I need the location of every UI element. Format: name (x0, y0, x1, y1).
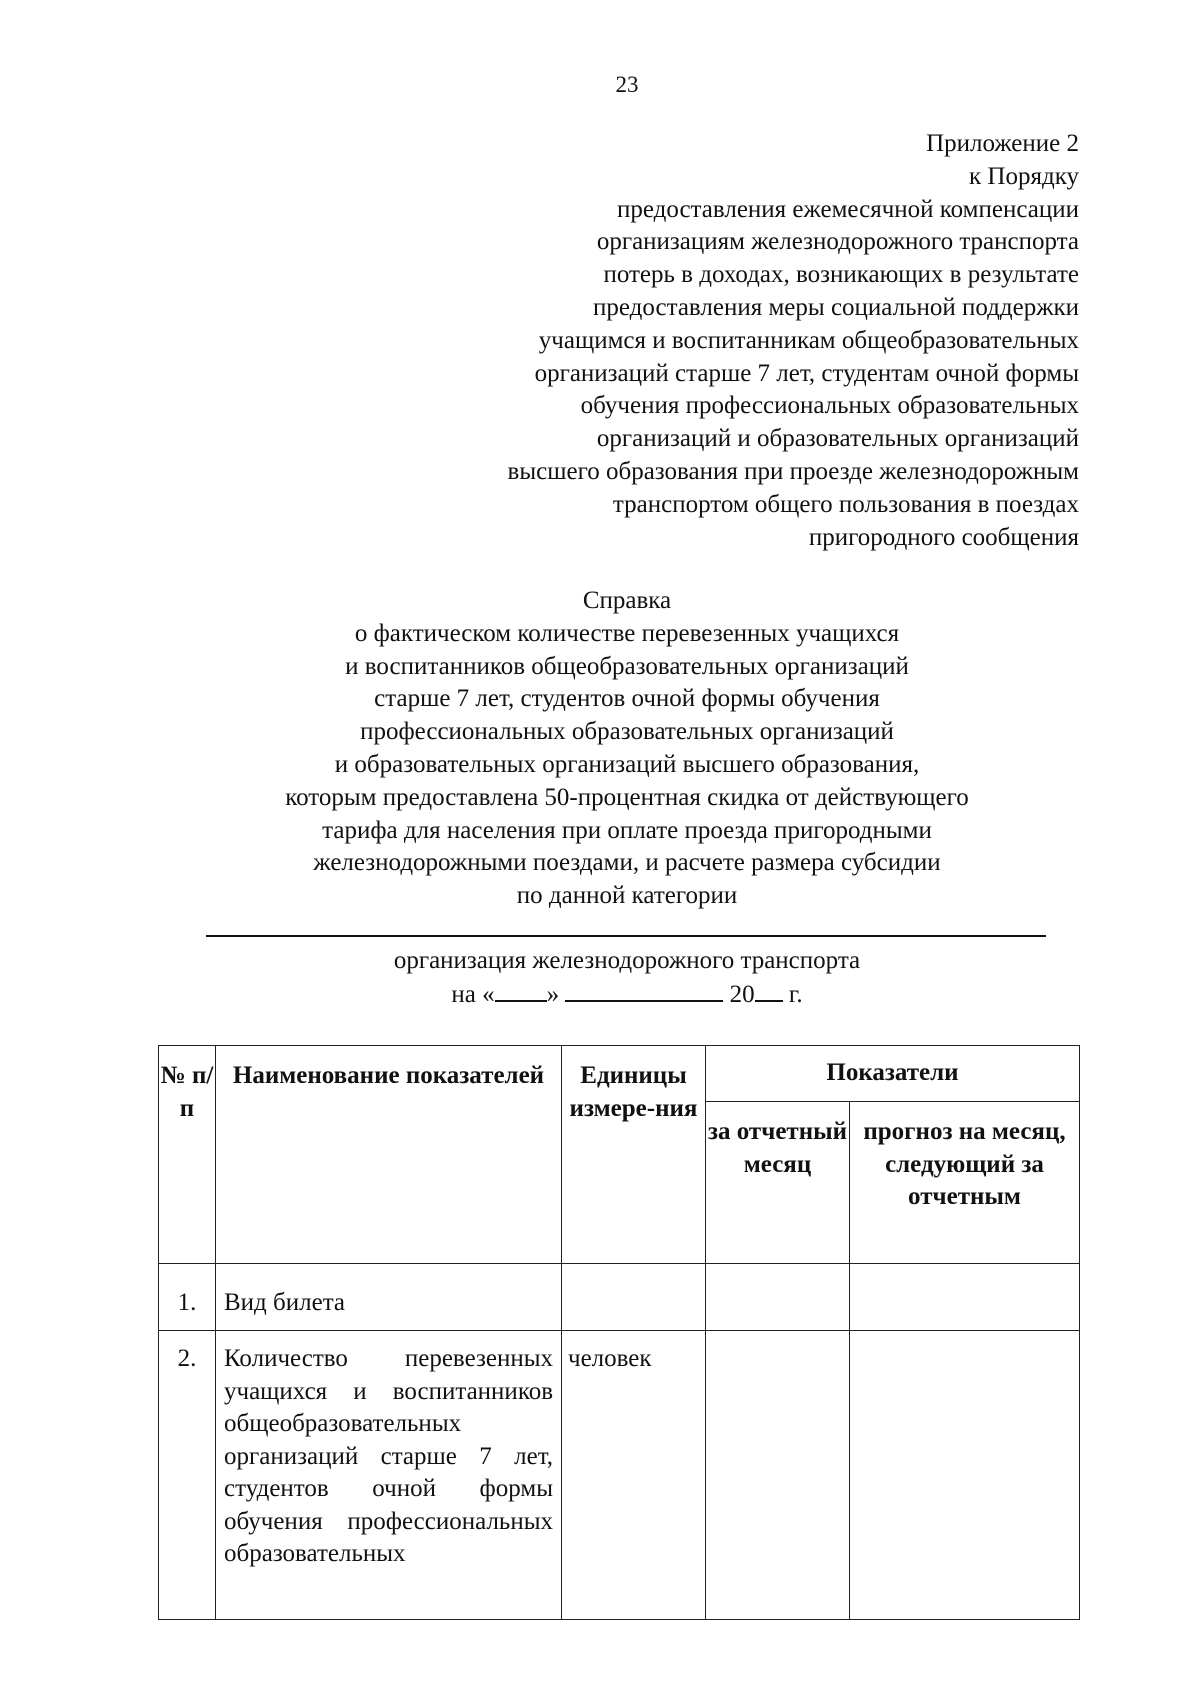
indicators-table (158, 1045, 1080, 1620)
appendix-line: обучения профессиональных образовательных (580, 392, 1079, 420)
header-forecast: прогноз на месяц, следующий за отчетным (850, 1102, 1080, 1264)
appendix-line: организаций старше 7 лет, студентам очной формы (534, 359, 1079, 387)
header-indicators: Показатели (706, 1046, 1080, 1102)
year-prefix: 20 (729, 981, 755, 1008)
appendix-line: учащимся и воспитанникам общеобразовательных (538, 326, 1079, 354)
header-number: № п/п (159, 1046, 216, 1264)
document-title (0, 585, 1200, 913)
row-unit: человек (562, 1331, 706, 1620)
title-line: и воспитанников общеобразовательных организаций (345, 652, 909, 680)
header-reported-month: за отчетный месяц (706, 1102, 850, 1264)
appendix-header (379, 128, 1079, 554)
title-line: профессиональных образовательных организаций (360, 718, 894, 746)
title-line: которым предоставлена 50-процентная скидка от действующего (285, 783, 969, 811)
appendix-line: организаций и образовательных организаций (596, 425, 1079, 453)
date-suffix: г. (788, 981, 803, 1008)
title-line: тарифа для населения при оплате проезда пригородными (322, 816, 932, 844)
table-row (159, 1264, 1080, 1331)
title-line: и образовательных организаций высшего образования, (334, 750, 920, 778)
appendix-line: пригородного сообщения (808, 523, 1079, 551)
appendix-line: транспортом общего пользования в поездах (612, 490, 1079, 518)
date-line (0, 978, 1200, 1010)
appendix-line: предоставления ежемесячной компенсации (616, 195, 1079, 223)
row-unit[interactable] (562, 1264, 706, 1331)
page-number: 23 (615, 72, 639, 97)
year-blank[interactable] (755, 978, 783, 1002)
month-blank[interactable] (565, 978, 723, 1002)
row-name: Количество перевезенных учащихся и воспитанников общеобразовательных организаций старше 7 лет, студентов очной формы обучения профессиональных образовательных (216, 1331, 562, 1620)
title-line: по данной категории (516, 882, 738, 910)
row-forecast-value[interactable] (850, 1264, 1080, 1331)
organization-blank-line[interactable] (206, 935, 1046, 937)
date-prefix: на « (451, 981, 495, 1008)
row-reported-value[interactable] (706, 1264, 850, 1331)
appendix-line: Приложение 2 (926, 130, 1079, 157)
title-heading: Справка (582, 587, 672, 614)
appendix-line: к Порядку (969, 162, 1079, 190)
row-name: Вид билета (216, 1264, 562, 1331)
table-header-row (159, 1046, 1080, 1102)
title-line: железнодорожными поездами, и расчете размера субсидии (313, 849, 941, 877)
table-row (159, 1331, 1080, 1620)
header-unit: Единицы измере-ния (562, 1046, 706, 1264)
row-number: 1. (159, 1264, 216, 1331)
appendix-line: потерь в доходах, возникающих в результате (603, 261, 1079, 289)
row-number: 2. (159, 1331, 216, 1620)
title-line: старше 7 лет, студентов очной формы обучения (374, 685, 880, 713)
appendix-line: организациям железнодорожного транспорта (596, 228, 1079, 256)
organization-caption: организация железнодорожного транспорта (393, 947, 861, 974)
date-mid: » (546, 981, 560, 1008)
title-line: о фактическом количестве перевезенных учащихся (354, 619, 900, 647)
appendix-line: предоставления меры социальной поддержки (593, 293, 1079, 321)
appendix-line: высшего образования при проезде железнодорожным (507, 457, 1079, 485)
header-name: Наименование показателей (216, 1046, 562, 1264)
row-reported-value[interactable] (706, 1331, 850, 1620)
row-forecast-value[interactable] (850, 1331, 1080, 1620)
day-blank[interactable] (495, 978, 547, 1002)
